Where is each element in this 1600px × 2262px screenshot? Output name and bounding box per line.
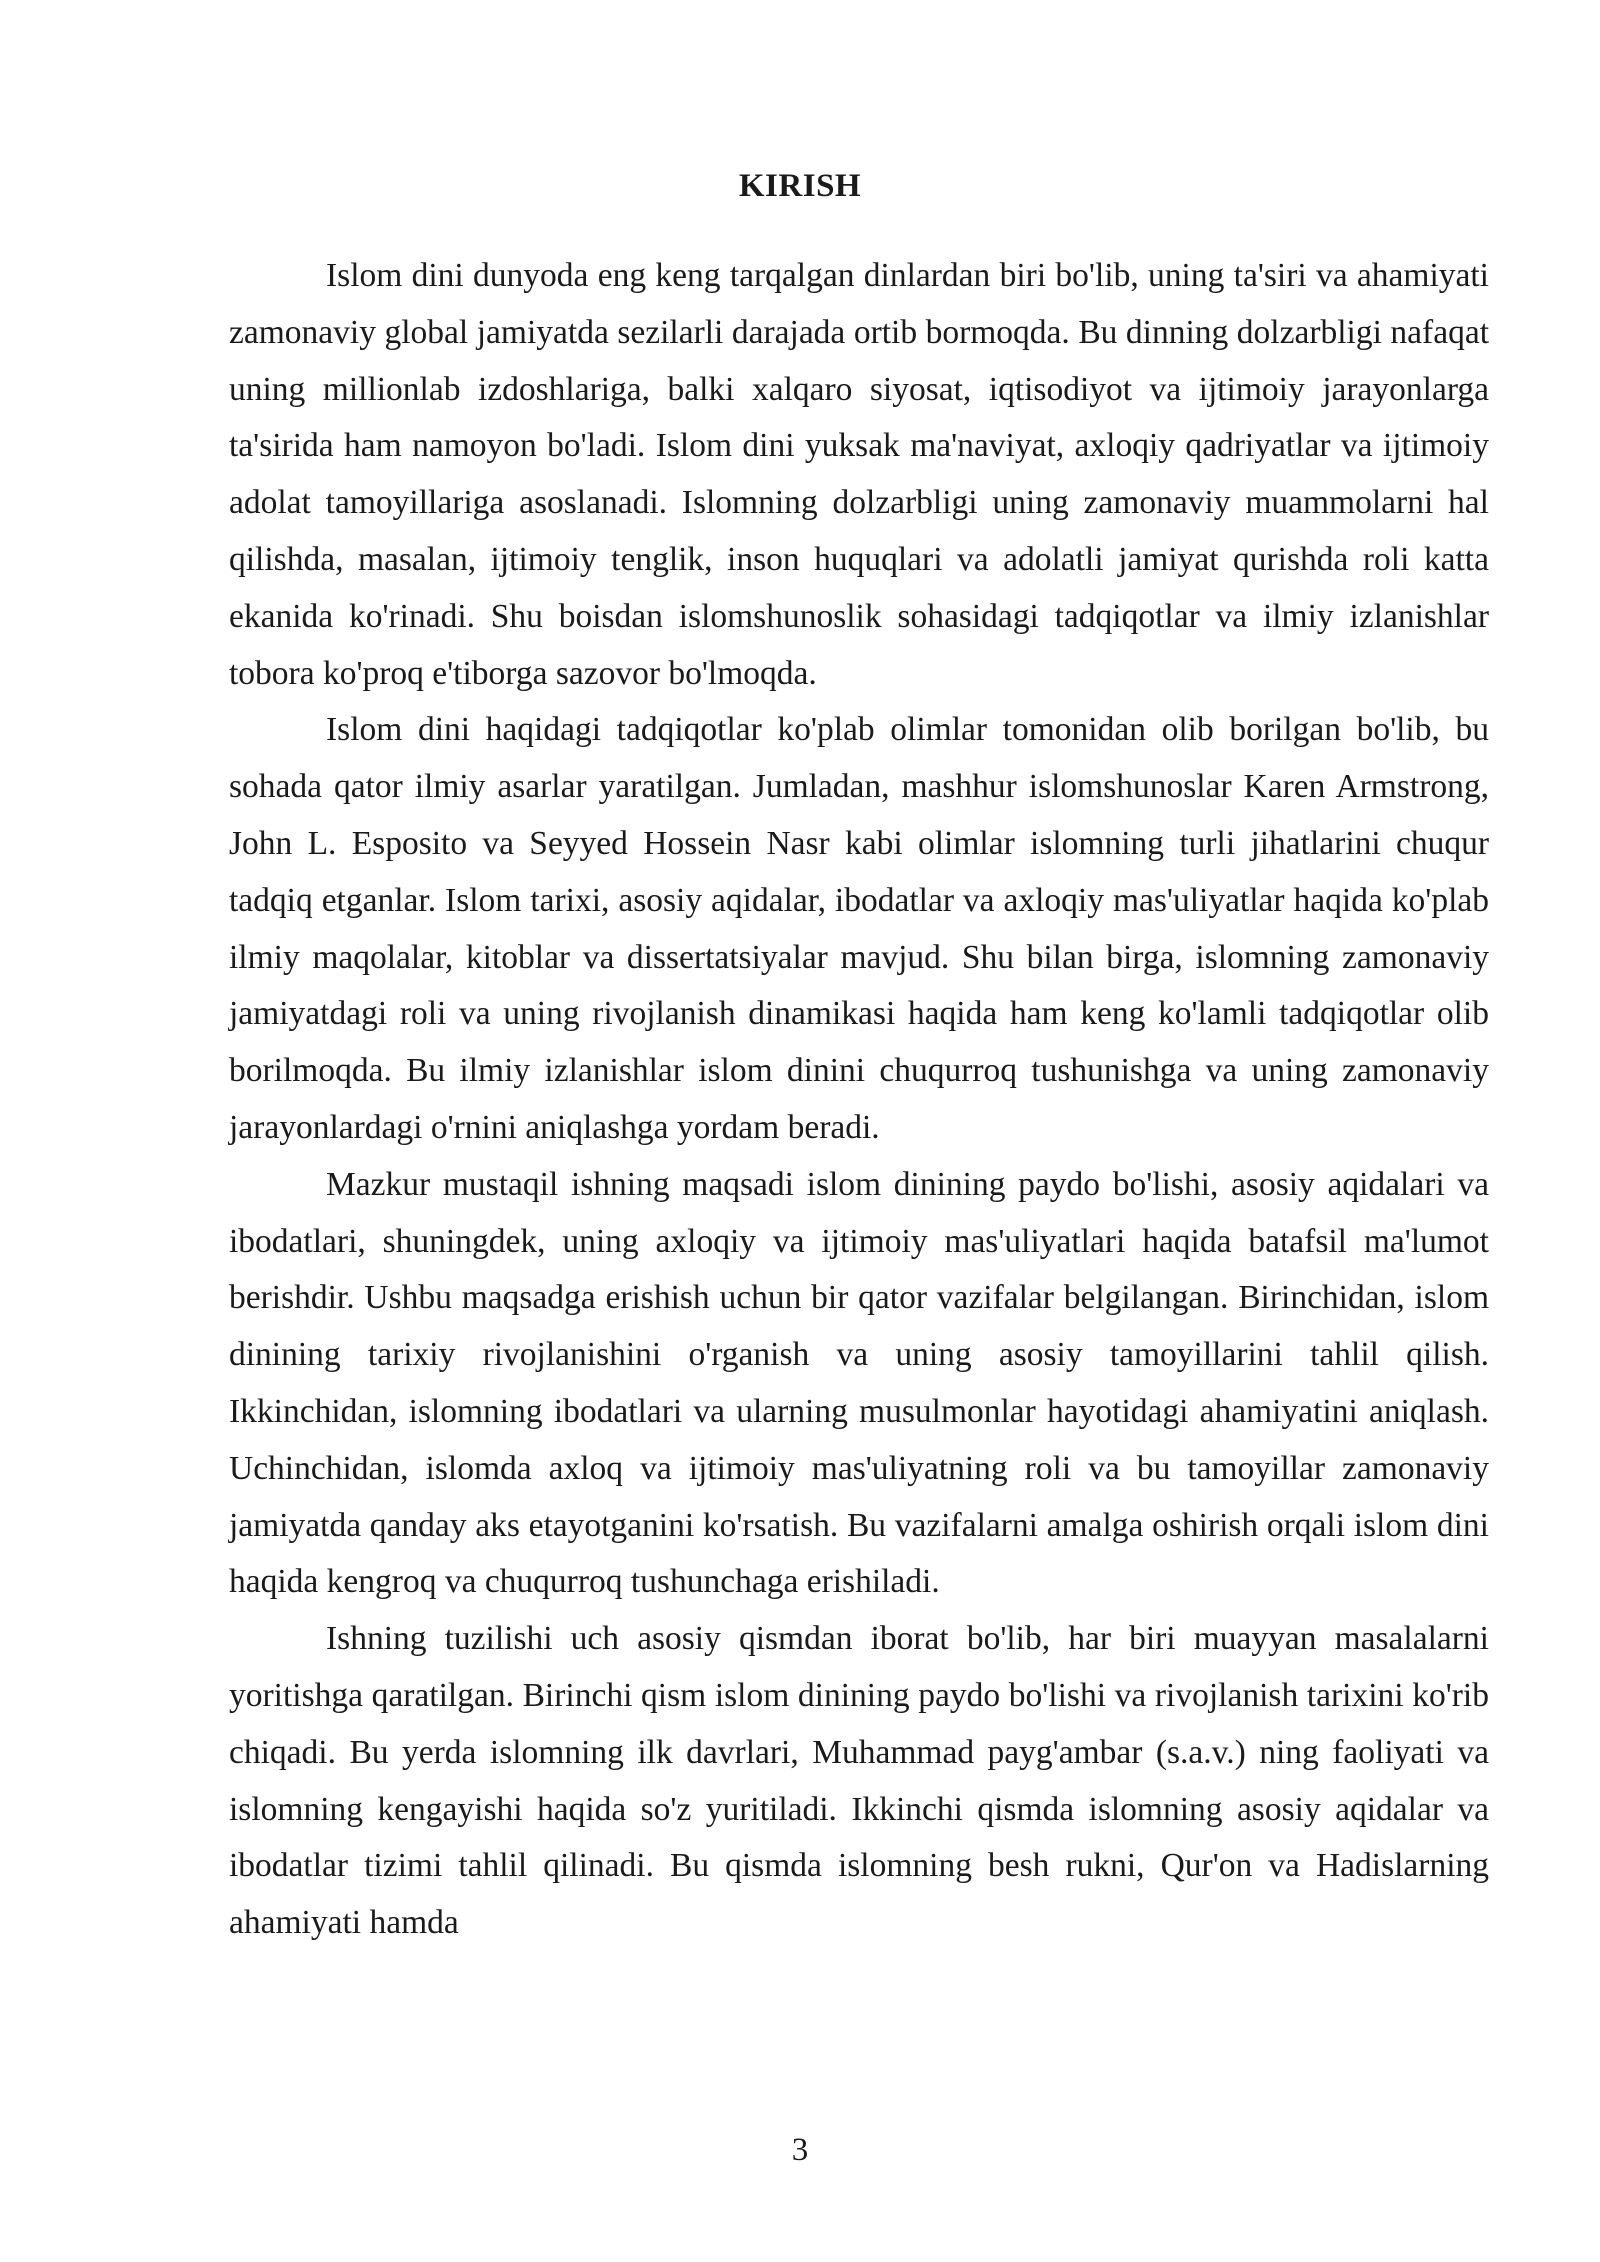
paragraph-4: Ishning tuzilishi uch asosiy qismdan iborat bo'lib, har biri muayyan masalalarni yoritishga qaratilgan. Birinchi qism islom dinining paydo bo'lishi va rivojlanish tarixini ko'rib chiqadi. Bu yerda islomning ilk davrlari, Muhammad payg'ambar (s.a.v.) ning faoliyati va islomning kengayishi haqida so'z yuritiladi. Ikkinchi qismda islomning asosiy aqidalar va ibodatlar tizimi tahlil qilinadi. Bu qismda islomning besh rukni, Qur'on va Hadislarning ahamiyati hamda	[229, 1620, 1489, 1942]
paragraph-3: Mazkur mustaqil ishning maqsadi islom dinining paydo bo'lishi, asosiy aqidalari va ibodatlari, shuningdek, uning axloqiy va ijtimoiy mas'uliyatlari haqida batafsil ma'lumot berishdir. Ushbu maqsadga erishish uchun bir qator vazifalar belgilangan. Birinchidan, islom dinining tarixiy rivojlanishini o'rganish va uning asosiy tamoyillarini tahlil qilish. Ikkinchidan, islomning ibodatlari va ularning musulmonlar hayotidagi ahamiyatini aniqlash. Uchinchidan, islomda axloq va ijtimoiy mas'uliyatning roli va bu tamoyillar zamonaviy jamiyatda qanday aks etayotganini ko'rsatish. Bu vazifalarni amalga oshirish orqali islom dini haqida kengroq va chuqurroq tushunchaga erishiladi.	[229, 1165, 1489, 1601]
body-text	[229, 248, 1489, 1952]
paragraph-2: Islom dini haqidagi tadqiqotlar ko'plab olimlar tomonidan olib borilgan bo'lib, bu sohada qator ilmiy asarlar yaratilgan. Jumladan, mashhur islomshunoslar Karen Armstrong, John L. Esposito va Seyyed Hossein Nasr kabi olimlar islomning turli jihatlarini chuqur tadqiq etganlar. Islom tarixi, asosiy aqidalar, ibodatlar va axloqiy mas'uliyatlar haqida ko'plab ilmiy maqolalar, kitoblar va dissertatsiyalar mavjud. Shu bilan birga, islomning zamonaviy jamiyatdagi roli va uning rivojlanish dinamikasi haqida ham keng ko'lamli tadqiqotlar olib borilmoqda. Bu ilmiy izlanishlar islom dinini chuqurroq tushunishga va uning zamonaviy jarayonlardagi o'rnini aniqlashga yordam beradi.	[229, 711, 1489, 1146]
page-number: 3	[791, 2132, 809, 2168]
page-title: KIRISH	[738, 168, 862, 204]
paragraph-1: Islom dini dunyoda eng keng tarqalgan dinlardan biri bo'lib, uning ta'siri va ahamiyati zamonaviy global jamiyatda sezilarli darajada ortib bormoqda. Bu dinning dolzarbligi nafaqat uning millionlab izdoshlariga, balki xalqaro siyosat, iqtisodiyot va ijtimoiy jarayonlarga ta'sirida ham namoyon bo'ladi. Islom dini yuksak ma'naviyat, axloqiy qadriyatlar va ijtimoiy adolat tamoyillariga asoslanadi. Islomning dolzarbligi uning zamonaviy muammolarni hal qilishda, masalan, ijtimoiy tenglik, inson huquqlari va adolatli jamiyat qurishda roli katta ekanida ko'rinadi. Shu boisdan islomshunoslik sohasidagi tadqiqotlar va ilmiy izlanishlar tobora ko'proq e'tiborga sazovor bo'lmoqda.	[229, 257, 1489, 692]
